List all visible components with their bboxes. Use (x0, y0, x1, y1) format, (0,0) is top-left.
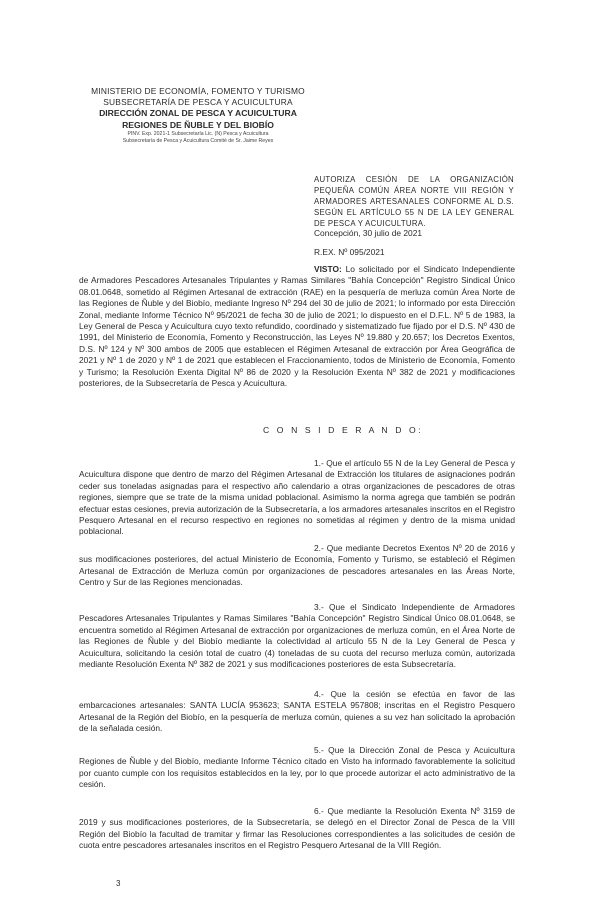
visto-paragraph (79, 264, 515, 389)
regions-line: REGIONES DE ÑUBLE Y DEL BIOBÍO (122, 119, 274, 130)
item-text: Acuicultura dispone que dentro de marzo del Régimen Artesanal de Extracción los titulares de asignaciones podrán ceder sus toneladas asignadas para el respectivo año calendario a otras organizaciones de pescadores de otras regiones, siempre que se trate de la misma unidad poblacional. Asimismo la norma agrega que también se podrán efectuar estas cesiones, previa autorización de la Subsecretaría, a los armadores artesanales inscritos en el Registro Pesquero Artesanal en el recurso respectivo en regiones no sometidas al régimen y dentro de la misma unidad poblacional. (79, 469, 515, 537)
reference-block: AUTORIZA CESIÓN DE LA ORGANIZACIÓN PEQUEÑA COMÚN ÁREA NORTE VIII REGIÓN Y ARMADORES ARTESANALES CONFORME AL D.S. SEGÚN EL ARTÍCULO 55 N DE LA LEY GENERAL DE PESCA Y ACUICULTURA. (314, 175, 514, 228)
item-lead: 1.- Que el artículo 55 N de la Ley General de Pesca y (314, 458, 515, 468)
item-text: modificaciones posteriores, de la Subsecretaría, se delegó en el Director Zonal de Pesca de la VIII Región del Biobío la facultad de tramitar y firmar las Resoluciones correspondientes a las solicitudes de cesión de cuota entre pescadores artesanales inscritos en el Registro Pesquero Artesanal de la VIII Región. (79, 817, 515, 851)
letterhead (78, 86, 318, 145)
letterhead-small-line-2: Subsecretaría de Pesca y Acuicultura Comité de Sr. Jaime Reyes (122, 138, 274, 144)
item-text: Pescadores Artesanales Tripulantes y Ramas Similares "Bahía Concepción" Registro Sindical Único 08.01.0648, se encuentra sometido al Régimen Artesanal de extracción por organizaciones de merluza común, en el Área Norte de las Regiones de Ñuble y del Biobío mediante la colectividad al artículo 55 N de la Ley General de Pesca y Acuicultura, solicitando la cesión total de cuatro (4) toneladas de su cuota del recurso merluza común, autorizada mediante Resolución Exenta Nº 382 de 2021 y sus modificaciones posteriores de esta Subsecretaría. (79, 613, 515, 670)
considerando-item-1 (79, 458, 515, 538)
ministry-line: MINISTERIO DE ECONOMÍA, FOMENTO Y TURISMO (91, 86, 305, 96)
item-lead: 2.- Que mediante Decretos Exentos Nº 20 de 2016 y sus (79, 543, 515, 565)
item-text: modificaciones posteriores, del actual Ministerio de Economía, Fomento y Turismo, se estableció el Régimen Artesanal de Extracción de Merluza común por organizaciones de pescadores artesanales en las Áreas Norte, Centro y Sur de las Regiones mencionadas. (79, 554, 515, 588)
item-lead: 3.- Que el Sindicato Independiente de Armadores (314, 602, 515, 612)
considerando-heading: C O N S I D E R A N D O: (263, 425, 424, 435)
page-mark: 3 (116, 879, 121, 888)
item-lead: 5.- Que la Dirección Zonal de Pesca y Acuicultura (314, 745, 515, 755)
considerando-item-3 (79, 602, 515, 670)
considerando-item-4 (79, 689, 515, 735)
item-lead: 4.- Que la cesión se efectúa en favor de las (314, 689, 515, 699)
considerando-item-5 (79, 745, 515, 791)
letterhead-small-line-1: PINV. Exp. 2021-1 Subsecretaría Lic. (N) Pesca y Acuicultura (127, 131, 269, 137)
resolution-number: R.EX. Nº 095/2021 (314, 247, 385, 257)
zonal-direction-line: DIRECCIÓN ZONAL DE PESCA Y ACUICULTURA (99, 108, 297, 118)
visto-text: Lo solicitado por el Sindicato Independiente de Armadores Pescadores Artesanales Tripulantes y Ramas Similares "Bahía Concepción" Registro Sindical Único 08.01.0648, sometido al Régimen Artesanal de extracción (RAE) en la pesquería de merluza común Área Norte de las Regiones de Ñuble y del Biobío, mediante Ingreso Nº 294 del 30 de julio de 2021; lo informado por esta Dirección Zonal, mediante Informe Técnico Nº 95/2021 de fecha 30 de julio de 2021; lo dispuesto en el D.F.L. Nº 5 de 1983, la Ley General de Pesca y Acuicultura cuyo texto refundido, coordinado y sistematizado fue fijado por el D.S. Nº 430 de 1991, del Ministerio de Economía, Fomento y Reconstrucción, las Leyes Nº 19.880 y 20.657; los Decretos Exentos, D.S. Nº 124 y Nº 300 ambos de 2005 que establecen el Régimen Artesanal de extracción por Área Geográfica de 2021 y Nº 1 de 2020 y Nº 1 de 2021 que establecen el Fraccionamiento, todos de Ministerio de Economía, Fomento y Turismo; la Resolución Exenta Digital Nº 86 de 2020 y la Resolución Exenta Nº 382 de 2021 y modificaciones posteriores, de la Subsecretaría de Pesca y Acuicultura. (79, 264, 515, 389)
item-text: Regiones de Ñuble y del Biobío, mediante Informe Técnico citado en Visto ha informado favorablemente la solicitud por cuanto cumple con los requisitos establecidos en la ley, por lo que procede autorizar el acto administrativo de la cesión. (79, 756, 515, 790)
subsecretary-line: SUBSECRETARÍA DE PESCA Y ACUICULTURA (103, 97, 293, 107)
item-text: embarcaciones artesanales: SANTA LUCÍA 953623; SANTA ESTELA 957808; inscritas en el Registro Pesquero Artesanal de la Región del Biobío, en la pesquería de merluza común, quienes a su vez han solicitado la aprobación de la señalada cesión. (79, 700, 515, 734)
considerando-item-2 (79, 543, 515, 589)
document-date: Concepción, 30 julio de 2021 (314, 228, 423, 238)
considerando-item-6 (79, 806, 515, 852)
item-lead: 6.- Que mediante la Resolución Exenta Nº 3159 de 2019 y sus (79, 806, 515, 828)
top-edge-residue (0, 0, 600, 6)
visto-label: VISTO: (314, 264, 342, 274)
